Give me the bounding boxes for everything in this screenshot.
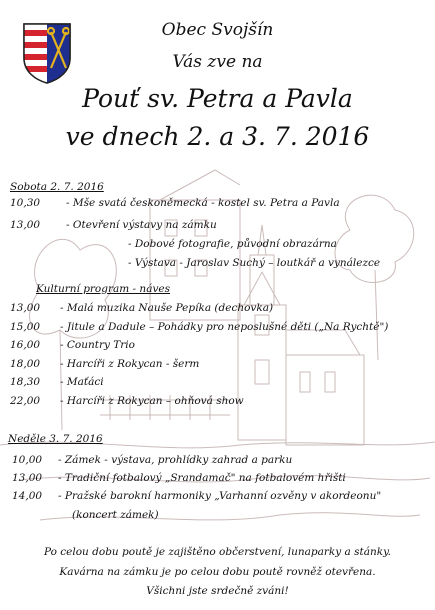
row-text: - Malá muzika Nauše Pepíka (dechovka) bbox=[60, 302, 274, 314]
row-time: 14,00 bbox=[12, 490, 43, 502]
saturday-heading: Sobota 2. 7. 2016 bbox=[10, 181, 104, 193]
footer-welcome: Všichni jste srdečně zváni! bbox=[146, 585, 289, 597]
village-name: Obec Svojšín bbox=[161, 20, 274, 40]
row-text: - Maťáci bbox=[60, 376, 104, 388]
row-time: 10,30 bbox=[10, 197, 41, 209]
row-text: (koncert zámek) bbox=[72, 509, 159, 521]
row-text: - Zámek - výstava, prohlídky zahrad a parku bbox=[58, 454, 293, 466]
row-text: - Výstava - Jaroslav Suchý – loutkář a vynálezce bbox=[128, 257, 381, 269]
row-text: - Jitule a Dadule – Pohádky pro neposlušné děti („Na Rychtě") bbox=[60, 321, 389, 333]
row-time: 22,00 bbox=[10, 395, 41, 407]
row-text: - Harcíři z Rokycan – ohňová show bbox=[60, 395, 244, 407]
row-text: - Harcíři z Rokycan - šerm bbox=[60, 358, 200, 370]
invite-text: Vás zve na bbox=[172, 52, 263, 72]
row-time: 13,00 bbox=[10, 302, 41, 314]
row-time: 13,00 bbox=[12, 472, 43, 484]
row-time: 13,00 bbox=[10, 219, 41, 231]
row-time: 10,00 bbox=[12, 454, 43, 466]
row-time: 16,00 bbox=[10, 339, 41, 351]
row-text: - Otevření výstavy na zámku bbox=[66, 219, 217, 231]
event-dates: ve dnech 2. a 3. 7. 2016 bbox=[65, 122, 370, 151]
row-text: - Mše svatá českoněmecká - kostel sv. Petra a Pavla bbox=[66, 197, 340, 209]
footer-cafe: Kavárna na zámku je po celou dobu poutě rovněž otevřena. bbox=[59, 566, 376, 578]
footer-refreshments: Po celou dobu poutě je zajištěno občerstvení, lunaparky a stánky. bbox=[43, 546, 392, 558]
row-time: 18,30 bbox=[10, 376, 41, 388]
row-time: 18,00 bbox=[10, 358, 41, 370]
event-title: Pouť sv. Petra a Pavla bbox=[82, 84, 353, 113]
sunday-heading: Neděle 3. 7. 2016 bbox=[8, 433, 103, 445]
culture-heading: Kulturní program - náves bbox=[36, 283, 170, 295]
row-time: 15,00 bbox=[10, 321, 41, 333]
row-text: - Tradiční fotbalový „Srandamač" na fotbalovém hřišti bbox=[58, 472, 346, 484]
row-text: - Pražské barokní harmoniky „Varhanní ozvěny v akordeonu" bbox=[58, 490, 382, 502]
row-text: - Country Trio bbox=[60, 339, 135, 351]
row-text: - Dobové fotografie, původní obrazárna bbox=[128, 238, 337, 250]
